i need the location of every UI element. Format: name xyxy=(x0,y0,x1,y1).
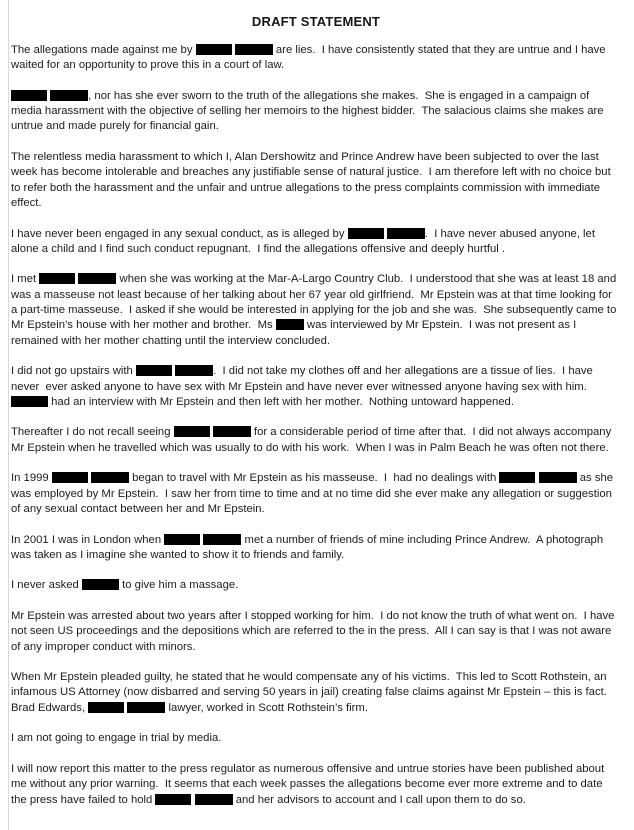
redaction-box xyxy=(174,426,210,437)
paragraph xyxy=(11,471,621,517)
redaction-box xyxy=(91,472,129,483)
paragraph xyxy=(11,609,621,655)
redaction-box xyxy=(235,44,273,55)
redaction-box xyxy=(499,472,535,483)
paragraph-text: I will now report this matter to the press regulator as numerous offensive and untrue stories have been published about me without any prior warning. It seems that each week passes the allegations become ever more extreme and to date the press have failed to hold xyxy=(11,762,608,806)
paragraph xyxy=(11,43,621,74)
paragraph-text: and her advisors to account and I call upon them to do so. xyxy=(232,793,526,806)
paragraph xyxy=(11,670,621,716)
paragraph-text: to give him a massage. xyxy=(118,579,239,592)
redaction-box xyxy=(127,702,165,713)
paragraph-text: are lies. I have consistently stated that they are untrue and I have waited for an opportunity to prove this in a court of law. xyxy=(11,44,609,72)
paragraph xyxy=(11,89,621,135)
paragraph xyxy=(11,272,621,348)
redaction-box xyxy=(539,472,577,483)
redaction-box xyxy=(213,426,251,437)
redaction-box xyxy=(82,579,119,590)
redaction-box xyxy=(164,534,200,545)
paragraph-text: In 1999 xyxy=(11,472,52,485)
paragraph-text: I have never been engaged in any sexual conduct, as is alleged by xyxy=(11,227,348,240)
paragraph-text: for a considerable period of time after that. I did not always accompany Mr Epstein when he travelled which was usually to do with his work. When I was in Palm Beach he was often not there. xyxy=(11,426,615,454)
paragraph-text: I am not going to engage in trial by media. xyxy=(11,732,222,745)
paragraph-text: I met xyxy=(11,273,40,286)
paragraph-text: . I have never abused anyone, let alone a child and I find such conduct repugnant. I find the allegations offensive and deeply hurtful . xyxy=(11,227,599,255)
paragraph xyxy=(11,762,621,808)
redaction-box xyxy=(195,794,233,805)
redaction-box xyxy=(88,702,124,713)
paragraph-text: had an interview with Mr Epstein and then left with her mother. Nothing untoward happened. xyxy=(48,395,514,408)
paragraph xyxy=(11,578,621,593)
redaction-box xyxy=(276,319,304,330)
paragraph-text: met a number of friends of mine including Prince Andrew. A photograph was taken as I imagine she wanted to show it to friends and family. xyxy=(11,533,607,561)
document-body xyxy=(11,43,621,808)
paragraph xyxy=(11,425,621,456)
paragraph-text: . I did not take my clothes off and her allegations are a tissue of lies. I have never ever asked anyone to have sex with Mr Epstein and have never ever witnessed anyone having sex with him. xyxy=(11,365,596,393)
paragraph xyxy=(11,227,621,258)
paragraph xyxy=(11,364,621,410)
paragraph-text: Thereafter I do not recall seeing xyxy=(11,426,174,439)
redaction-box xyxy=(387,228,425,239)
paragraph-text: as she was employed by Mr Epstein. I saw her from time to time and at no time did she ever make any allegation or suggestion of any sexual contact between her and Mr Epstein. xyxy=(11,472,617,515)
redaction-box xyxy=(11,90,47,101)
paragraph xyxy=(11,533,621,564)
redaction-box xyxy=(50,90,88,101)
redaction-box xyxy=(11,396,48,407)
paragraph-text: was interviewed by Mr Epstein. I was not present as I remained with her mother chatting until the interview concluded. xyxy=(11,319,580,347)
paragraph-text: I never asked xyxy=(11,579,82,592)
paragraph-text: when she was working at the Mar-A-Largo Country Club. I understood that she was at least 18 and was a masseuse not least because of her talking about her 67 year old girlfriend. Mr Epstein was at that time looking for a part-time masseuse. I asked if she would be interested in applying for the job and she was. She subsequently came to Mr Epstein’s house with her mother and brother. Ms xyxy=(11,273,620,332)
paragraph-text: In 2001 I was in London when xyxy=(11,533,165,546)
redaction-box xyxy=(39,273,75,284)
redaction-box xyxy=(348,228,384,239)
paragraph-text: began to travel with Mr Epstein as his masseuse. I had no dealings with xyxy=(128,472,500,485)
redaction-box xyxy=(175,365,213,376)
paragraph-text: Mr Epstein was arrested about two years after I stopped working for him. I do not know the truth of what went on. I have not seen US proceedings and the depositions which are referred to the in the press. All I can say is that I was not aware of any improper conduct with minors. xyxy=(11,609,618,653)
paragraph-text: When Mr Epstein pleaded guilty, he stated that he would compensate any of his victims. This led to Scott Rothstein, an infamous US Attorney (now disbarred and serving 50 years in jail) creating false claims against Mr Epstein – this is fact. Brad Edwards, xyxy=(11,671,614,714)
paragraph-text: The allegations made against me by xyxy=(11,44,196,56)
paragraph-text: lawyer, worked in Scott Rothstein’s firm. xyxy=(165,701,368,714)
redaction-box xyxy=(155,794,191,805)
redaction-box xyxy=(52,472,88,483)
document-title: DRAFT STATEMENT xyxy=(251,14,381,29)
document-page xyxy=(9,0,625,816)
redaction-box xyxy=(78,273,116,284)
redaction-box xyxy=(196,44,232,55)
paragraph xyxy=(11,150,621,211)
paragraph xyxy=(11,731,621,746)
paragraph-text: The relentless media harassment to which I, Alan Dershowitz and Prince Andrew have been subjected to over the last week has become intolerable and breaches any justifiable sense of natural justice. I am therefore left with no choice but to refer both the harassment and the unfair and untrue allegations to the press complaints commission with immediate effect. xyxy=(11,151,614,209)
redaction-box xyxy=(203,534,241,545)
redaction-box xyxy=(136,365,172,376)
paragraph-text: I did not go upstairs with xyxy=(11,365,136,378)
paragraph-text: , nor has she ever sworn to the truth of the allegations she makes. She is engaged in a campaign of media harassment with the objective of selling her memoirs to the highest bidder. The salacious claims she makes are untrue and made purely for financial gain. xyxy=(11,89,607,133)
